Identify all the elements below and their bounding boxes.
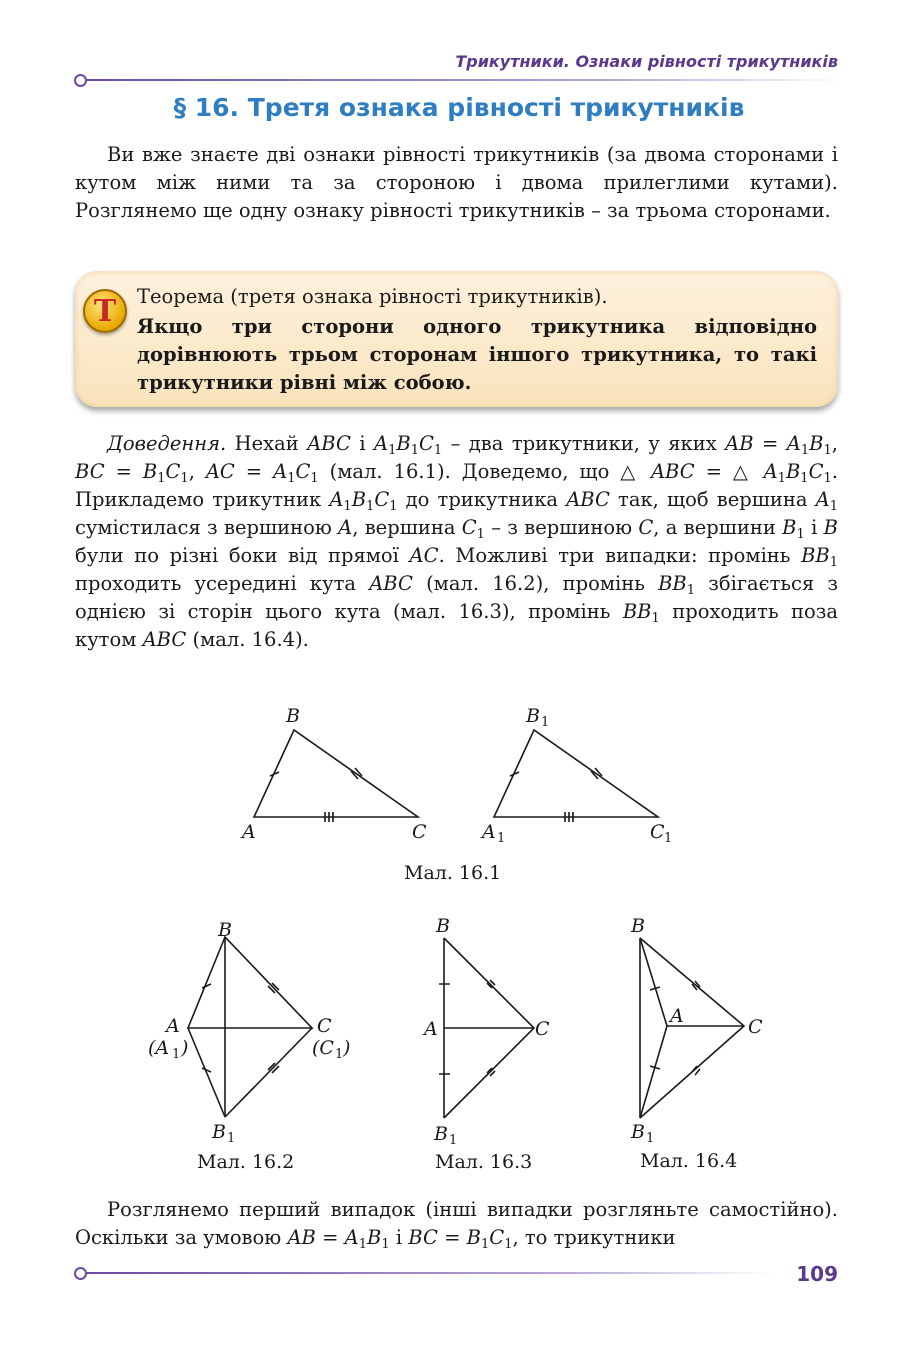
theorem-body: Якщо три сторони одного трикутника відповідно дорівнюють трьом сторонам іншого трикутника, то такі трикутники рівні між собою. xyxy=(137,315,817,394)
svg-text:A: A xyxy=(424,1018,438,1040)
svg-text:1: 1 xyxy=(227,1131,236,1146)
figure-16-3 xyxy=(420,910,580,1150)
figure-16-4 xyxy=(620,910,780,1150)
label-c: C xyxy=(412,821,427,843)
svg-text:B: B xyxy=(434,1123,448,1145)
svg-text:B: B xyxy=(631,1121,645,1143)
svg-text:1: 1 xyxy=(172,1047,181,1062)
closing-paragraph: Розглянемо перший випадок (інші випадки розгляньте самостійно). Оскільки за умовою AB = $A_1B_1$ і BC = $B_1C_1$, то трикутники xyxy=(75,1198,838,1252)
label-a: A xyxy=(242,821,256,843)
svg-text:C: C xyxy=(535,1018,550,1040)
header-rule xyxy=(85,79,845,81)
label-c1: C xyxy=(650,821,665,843)
intro-paragraph: Ви вже знаєте дві ознаки рівності трикутників (за двома сторонами і кутом між ними та за стороною і двома прилеглими кутами). Розглянемо ще одну ознаку рівності трикутників – за трьома сторонами. xyxy=(75,143,838,222)
svg-text:(A: (A xyxy=(148,1037,170,1059)
svg-text:1: 1 xyxy=(335,1047,344,1062)
label-b1-sub: 1 xyxy=(541,715,550,730)
running-header: Трикутники. Ознаки рівності трикутників xyxy=(455,52,838,71)
page-number: 109 xyxy=(796,1262,838,1286)
svg-text:(C: (C xyxy=(312,1037,334,1059)
label-b1: B xyxy=(526,705,540,727)
svg-text:A: A xyxy=(166,1015,180,1037)
label-a1: A xyxy=(482,821,496,843)
theorem-icon: Т xyxy=(83,289,127,333)
svg-text:B: B xyxy=(212,1121,226,1143)
label-c1-sub: 1 xyxy=(664,831,673,846)
theorem-box xyxy=(75,271,838,407)
caption-16-1: Мал. 16.1 xyxy=(404,862,502,884)
triangle-abc xyxy=(254,730,418,817)
figure-16-1 xyxy=(230,700,690,850)
svg-text:C: C xyxy=(317,1015,332,1037)
caption-16-2: Мал. 16.2 xyxy=(197,1151,295,1173)
label-b: B xyxy=(286,705,300,727)
svg-text:C: C xyxy=(748,1016,763,1038)
svg-text:B: B xyxy=(218,919,232,941)
svg-text:1: 1 xyxy=(646,1131,655,1146)
label-a1-sub: 1 xyxy=(497,831,506,846)
section-title: § 16. Третя ознака рівності трикутників xyxy=(173,93,745,122)
caption-16-3: Мал. 16.3 xyxy=(435,1151,533,1173)
triangle-a1b1c1 xyxy=(494,730,658,817)
theorem-title: Теорема (третя ознака рівності трикутників). xyxy=(137,285,608,308)
caption-16-4: Мал. 16.4 xyxy=(640,1150,738,1172)
svg-text:): ) xyxy=(181,1037,189,1059)
svg-text:B: B xyxy=(631,915,645,937)
figure-16-2 xyxy=(140,910,360,1150)
footer-rule xyxy=(85,1272,775,1274)
svg-text:B: B xyxy=(436,915,450,937)
proof-paragraph: Доведення. Нехай ABC і $A_1B_1C_1$ – два трикутники, у яких AB = $A_1B_1$, BC = $B_1C_1$, AC = $A_1C_1$ (мал. 16.1). Доведемо, що △ ABC = △ $A_1B_1C_1$. Прикладемо трикутник $A_1B_1C_1$ до трикутника ABC так, щоб вершина $A_1$ сумістилася з вершиною A, вершина $C_1$ – з вершиною C, а вершини $B_1$ і B були по різні боки від прямої AC. Можливі три випадки: промінь $BB_1$ проходить усередині кута ABC (мал. 16.2), промінь $BB_1$ збігається з однією зі сторін цього кута (мал. 16.3), промінь $BB_1$ проходить поза кутом ABC (мал. 16.4). xyxy=(75,432,839,651)
svg-text:1: 1 xyxy=(449,1133,458,1148)
svg-text:A: A xyxy=(670,1005,684,1027)
svg-text:): ) xyxy=(343,1037,351,1059)
